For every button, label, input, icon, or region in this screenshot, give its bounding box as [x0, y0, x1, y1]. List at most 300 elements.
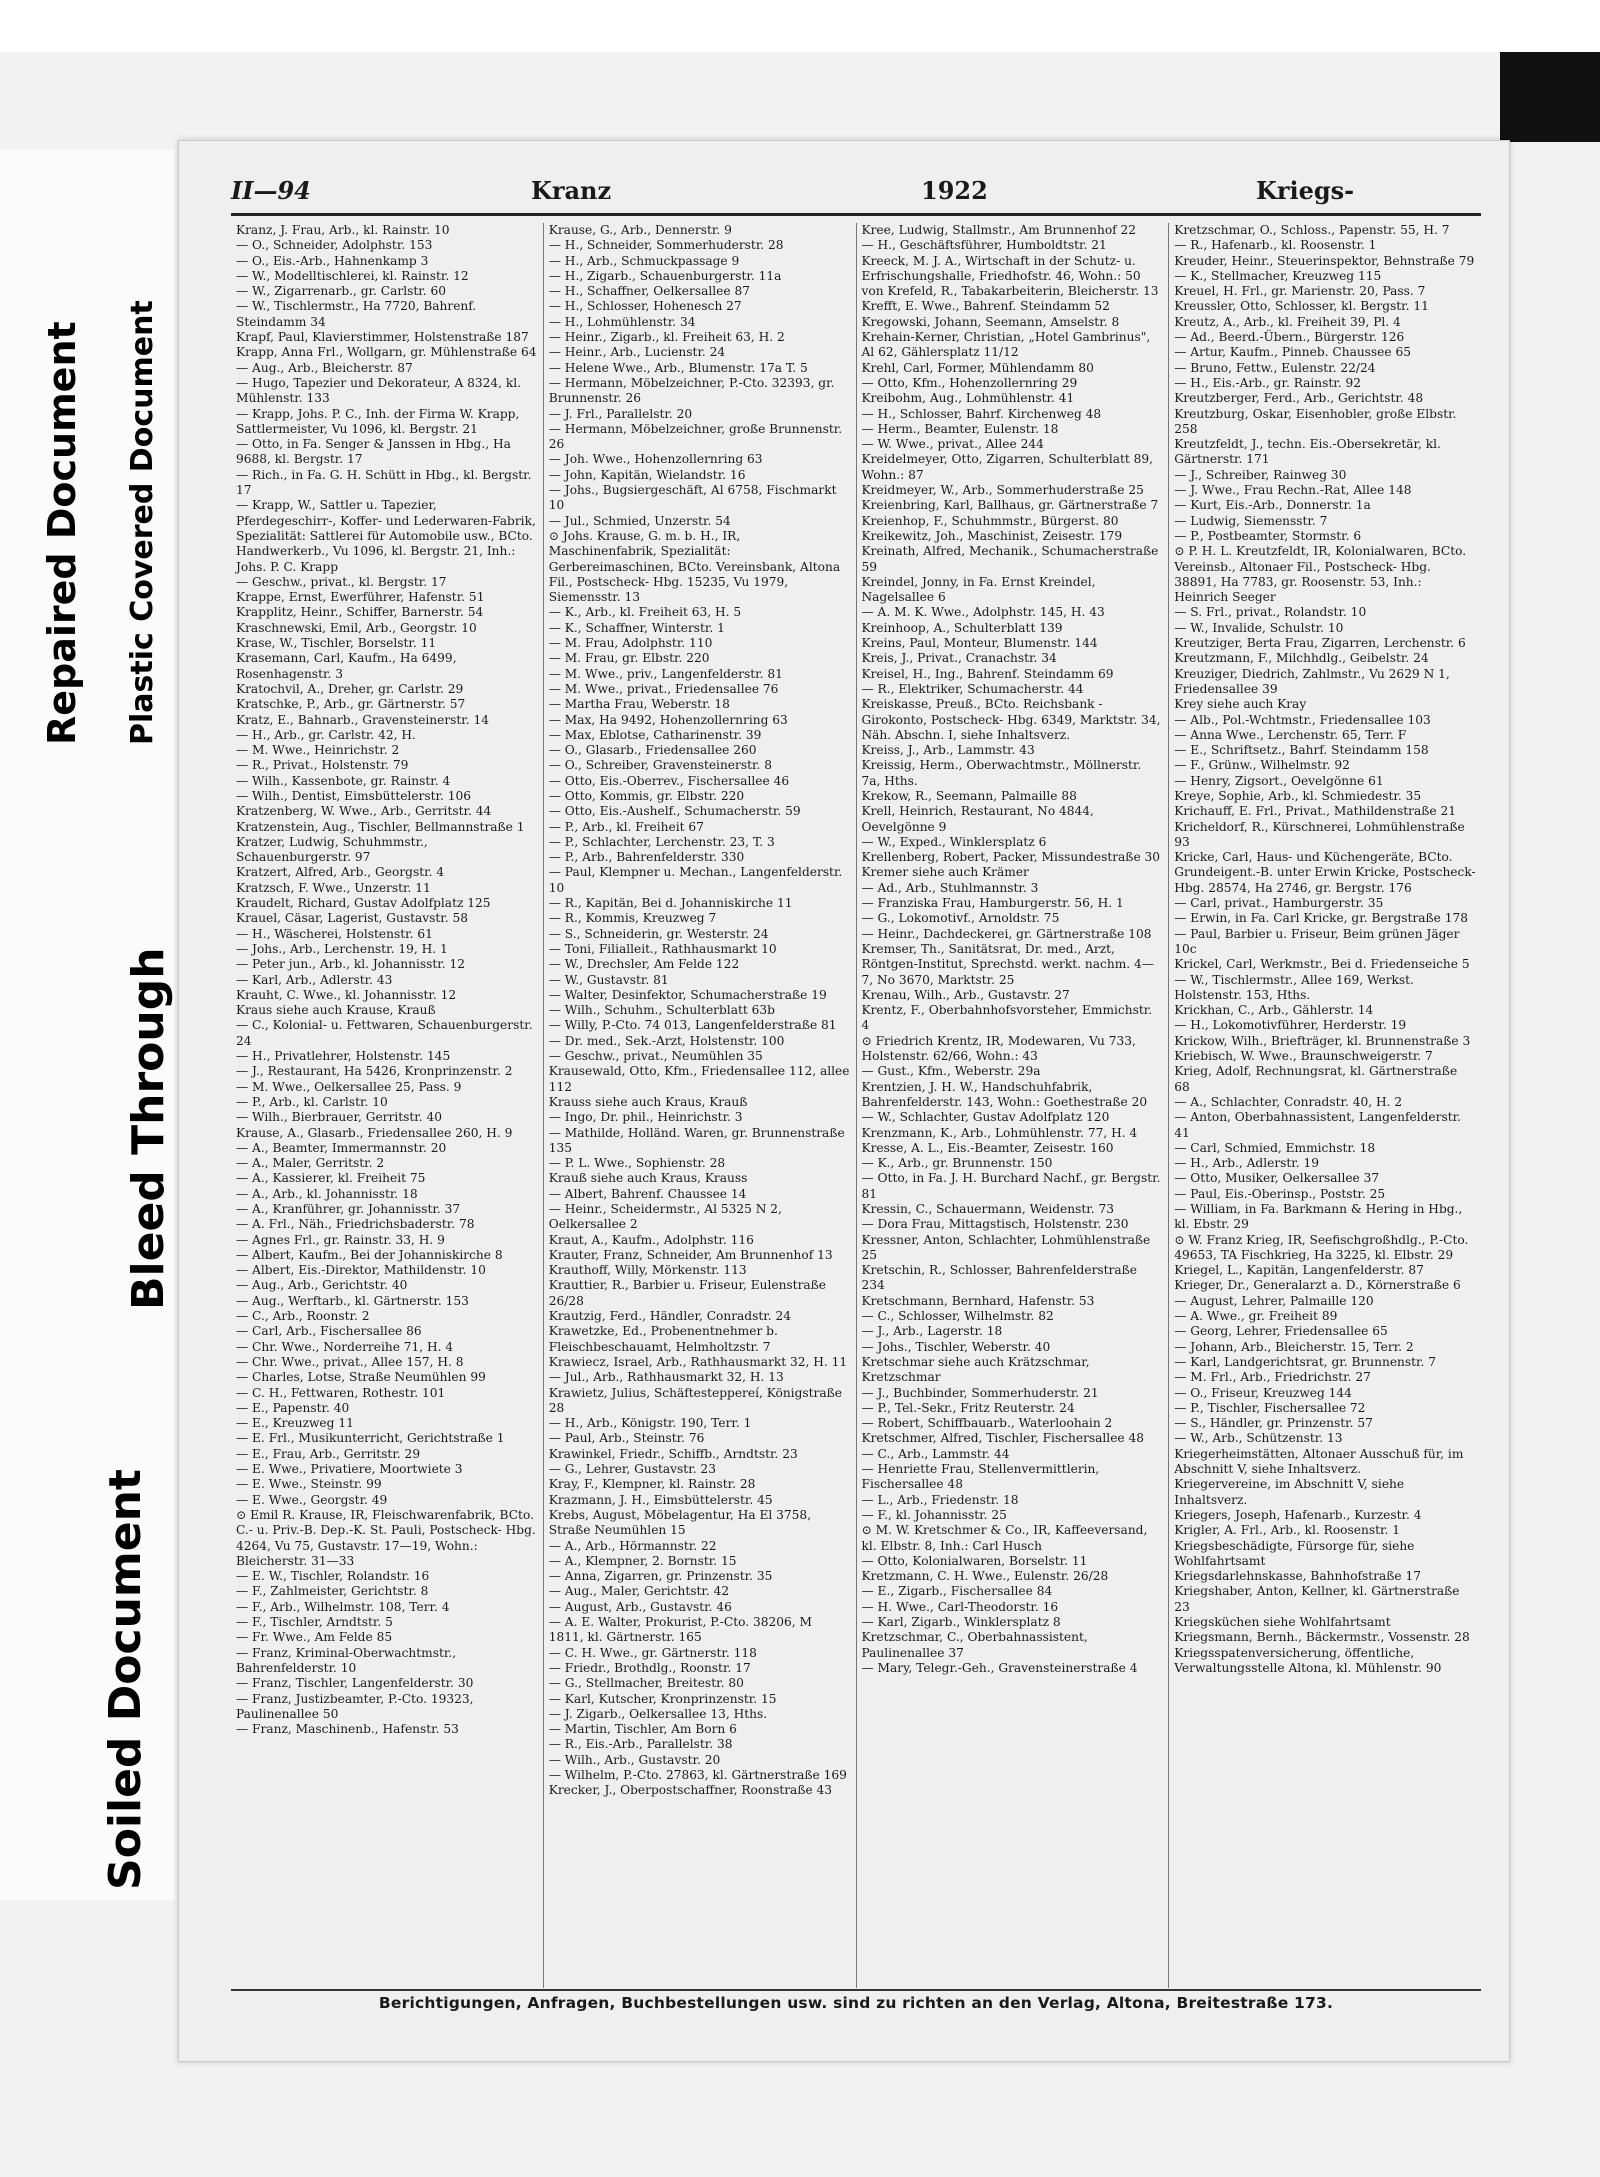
directory-entry: — Wilhelm, P.-Cto. 27863, kl. Gärtnerstraße 169 [548, 1767, 847, 1782]
directory-entry: — W., Drechsler, Am Felde 122 [548, 957, 740, 972]
directory-entry: — E., Frau, Arb., Gerritstr. 29 [236, 1446, 421, 1461]
directory-entry: Kreutzmann, F., Milchhdlg., Geibelstr. 24 [1174, 651, 1429, 666]
directory-entry: Krauß siehe auch Kraus, Krauss [548, 1171, 748, 1186]
directory-entry: — Henriette Frau, Stellenvermittlerin, Fischersallee 48 [861, 1462, 1100, 1492]
directory-entry: — Fr. Wwe., Am Felde 85 [236, 1630, 393, 1645]
label-plastic-covered: Plastic Covered Document [125, 300, 160, 745]
directory-entry: — Toni, Filialleit., Rathhausmarkt 10 [548, 941, 777, 956]
directory-entry: Krieg, Adolf, Rechnungsrat, kl. Gärtnerstraße 68 [1174, 1064, 1458, 1094]
column-1 [231, 223, 544, 1988]
directory-entry: ⊙ Johs. Krause, G. m. b. H., IR, Maschinenfabrik, Spezialität: Gerbereimaschinen, BCto. Vereinsbank, Altona Fil., Postscheck- Hbg. 15235, Vu 1979, Siemensstr. 13 [548, 528, 841, 605]
directory-entry: Krentzien, J. H. W., Handschuhfabrik, Bahrenfelderstr. 143, Wohn.: Goethestraße 20 [861, 1079, 1148, 1109]
directory-entry: Kreussler, Otto, Schlosser, kl. Bergstr. 11 [1174, 299, 1429, 314]
directory-entry: Krefft, E. Wwe., Bahrenf. Steindamm 52 [861, 299, 1110, 314]
directory-entry: — R., Elektriker, Schumacherstr. 44 [861, 681, 1084, 696]
directory-entry: — Krapp, W., Sattler u. Tapezier, Pferdegeschirr-, Koffer- und Lederwaren-Fabrik, Spezialität: Sattlerei für Automobile usw., BCto. Handwerkerb., Vu 1096, kl. Bergstr. 21, Inh.: Johs. P. C. Krapp [236, 498, 536, 574]
directory-entry: Krawiecz, Israel, Arb., Rathhausmarkt 32, H. 11 [548, 1354, 848, 1369]
directory-entry: Kremser, Th., Sanitätsrat, Dr. med., Arzt, Röntgen-Institut, Sprechstd. werkt. nachm. 4—7, No 3670, Marktstr. 25 [861, 941, 1154, 987]
directory-entry: — W., Modelltischlerei, kl. Rainstr. 12 [236, 268, 469, 283]
directory-entry: — Chr. Wwe., Norderreihe 71, H. 4 [236, 1339, 454, 1354]
directory-entry: Kretzschmar, C., Oberbahnassistent, Paulinenallee 37 [861, 1630, 1088, 1660]
directory-entry: — F., Tischler, Arndtstr. 5 [236, 1615, 393, 1630]
directory-entry: — A., Klempner, 2. Bornstr. 15 [548, 1553, 737, 1568]
directory-entry: Krapp, Anna Frl., Wollgarn, gr. Mühlenstraße 64 [236, 345, 537, 360]
directory-entry: — August, Arb., Gustavstr. 46 [548, 1599, 732, 1614]
directory-entry: — M. Frau, gr. Elbstr. 220 [548, 651, 710, 666]
directory-entry: — Kurt, Eis.-Arb., Donnerstr. 1a [1174, 498, 1371, 513]
directory-entry: — Max, Ha 9492, Hohenzollernring 63 [548, 712, 788, 727]
directory-entry: Krausewald, Otto, Kfm., Friedensallee 112, allee 112 [548, 1064, 850, 1094]
directory-entry: — Johs., Arb., Lerchenstr. 19, H. 1 [236, 941, 448, 956]
directory-entry: Krauel, Cäsar, Lagerist, Gustavstr. 58 [236, 911, 469, 926]
directory-entry: Kreisel, H., Ing., Bahrenf. Steindamm 69 [861, 666, 1114, 681]
directory-entry: Kreienbring, Karl, Ballhaus, gr. Gärtnerstraße 7 [861, 498, 1159, 513]
directory-entry: Kriegel, L., Kapitän, Langenfelderstr. 87 [1174, 1263, 1424, 1278]
directory-entry: — E., Zigarb., Fischersallee 84 [861, 1584, 1053, 1599]
directory-entry: — Willy, P.-Cto. 74 013, Langenfelderstraße 81 [548, 1018, 837, 1033]
directory-entry: Kretschmar siehe auch Krätzschmar, Kretzschmar [861, 1354, 1090, 1385]
directory-entry: Kretzschmar, O., Schloss., Papenstr. 55, H. 7 [1174, 223, 1450, 237]
directory-entry: — Heinr., Zigarb., kl. Freiheit 63, H. 2 [548, 330, 785, 345]
directory-entry: — F., Zahlmeister, Gerichtstr. 8 [236, 1584, 429, 1599]
directory-entry: — William, in Fa. Barkmann & Hering in Hbg., kl. Ebstr. 29 [1174, 1202, 1463, 1232]
directory-entry: — H., Wäscherei, Holstenstr. 61 [236, 926, 433, 941]
directory-entry: Kray, F., Klempner, kl. Rainstr. 28 [548, 1477, 756, 1492]
directory-entry: Kraut, A., Kaufm., Adolphstr. 116 [548, 1232, 754, 1247]
directory-entry: — E. Wwe., Privatiere, Moortwiete 3 [236, 1462, 463, 1477]
directory-entry: Krell, Heinrich, Restaurant, No 4844, Oevelgönne 9 [861, 804, 1094, 834]
directory-entry: — Jul., Schmied, Unzerstr. 54 [548, 513, 731, 528]
column-2 [544, 223, 857, 1988]
directory-entry: — A., Arb., Hörmannstr. 22 [548, 1538, 717, 1553]
directory-entry: — Dora Frau, Mittagstisch, Holstenstr. 230 [861, 1217, 1129, 1232]
directory-entry: Kraschnewski, Emil, Arb., Georgstr. 10 [236, 620, 477, 635]
directory-entry: — Max, Eblotse, Catharinenstr. 39 [548, 727, 762, 742]
directory-entry: Kratochvil, A., Dreher, gr. Carlstr. 29 [236, 681, 464, 696]
directory-entry: ⊙ Friedrich Krentz, IR, Modewaren, Vu 733, Holstenstr. 62/66, Wohn.: 43 [861, 1033, 1136, 1064]
directory-entry: — W., Arb., Schützenstr. 13 [1174, 1431, 1343, 1446]
directory-entry: — H., Geschäftsführer, Humboldtstr. 21 [861, 238, 1107, 253]
directory-entry: — John, Kapitän, Wielandstr. 16 [548, 467, 746, 482]
directory-entry: — H. Wwe., Carl-Theodorstr. 16 [861, 1599, 1059, 1614]
directory-entry: — M. Wwe., priv., Langenfelderstr. 81 [548, 666, 783, 681]
directory-entry: Krauttier, R., Barbier u. Friseur, Eulenstraße 26/28 [548, 1278, 827, 1308]
directory-entry: Kreiskasse, Preuß., BCto. Reichsbank - Girokonto, Postscheck- Hbg. 6349, Marktstr. 34, Näh. Abschn. I, siehe Inhaltsverz. [861, 697, 1161, 742]
directory-entry: ⊙ Emil R. Krause, IR, Fleischwarenfabrik, BCto. C.- u. Priv.-B. Dep.-K. St. Pauli, Postscheck- Hbg. 4264, Vu 75, Gustavstr. 17—19, Wohn.: Bleicherstr. 31—33 [236, 1507, 536, 1568]
directory-entry: Kriegshaber, Anton, Kellner, kl. Gärtnerstraße 23 [1174, 1584, 1460, 1614]
directory-entry: — O., Friseur, Kreuzweg 144 [1174, 1385, 1352, 1400]
directory-entry: — F., Arb., Wilhelmstr. 108, Terr. 4 [236, 1599, 450, 1614]
directory-entry: Kretzmann, C. H. Wwe., Eulenstr. 26/28 [861, 1569, 1109, 1584]
directory-entry: — Albert, Bahrenf. Chaussee 14 [548, 1186, 747, 1201]
directory-entry: — Chr. Wwe., privat., Allee 157, H. 8 [236, 1354, 464, 1369]
directory-entry: — H., Schlosser, Bahrf. Kirchenweg 48 [861, 406, 1102, 421]
directory-entry: — Friedr., Brothdlg., Roonstr. 17 [548, 1660, 751, 1675]
directory-entry: — Otto, Kommis, gr. Elbstr. 220 [548, 788, 745, 803]
directory-entry: — Wilh., Schuhm., Schulterblatt 63b [548, 1003, 775, 1018]
label-repaired: Repaired Document [40, 321, 84, 745]
directory-entry: ⊙ M. W. Kretschmer & Co., IR, Kaffeeversand, kl. Elbstr. 8, Inh.: Carl Husch [861, 1523, 1148, 1553]
directory-entry: Kree, Ludwig, Stallmstr., Am Brunnenhof 22 [861, 223, 1137, 237]
directory-entry: — E. Wwe., Georgstr. 49 [236, 1492, 388, 1507]
directory-entry: — A., Arb., kl. Johannisstr. 18 [236, 1186, 418, 1201]
directory-entry: — Ad., Arb., Stuhlmannstr. 3 [861, 880, 1039, 895]
directory-entry: — G., Lokomotivf., Arnoldstr. 75 [861, 911, 1060, 926]
directory-entry: Kreidelmeyer, Otto, Zigarren, Schulterblatt 89, Wohn.: 87 [861, 452, 1154, 482]
directory-entry: Kratz, E., Bahnarb., Gravensteinerstr. 14 [236, 712, 490, 727]
page-header [231, 176, 1481, 216]
directory-entry: — Franz, Tischler, Langenfelderstr. 30 [236, 1676, 474, 1691]
directory-entry: — Walter, Desinfektor, Schumacherstraße 19 [548, 987, 827, 1002]
directory-entry: — Johann, Arb., Bleicherstr. 15, Terr. 2 [1174, 1339, 1414, 1354]
directory-entry: — Albert, Eis.-Direktor, Mathildenstr. 10 [236, 1263, 486, 1278]
directory-entry: — Anton, Oberbahnassistent, Langenfelderstr. 41 [1174, 1110, 1461, 1140]
directory-entry: — Karl, Arb., Adlerstr. 43 [236, 972, 393, 987]
directory-entry: Kresse, A. L., Eis.-Beamter, Zeisestr. 160 [861, 1140, 1114, 1155]
directory-entry: Kraudelt, Richard, Gustav Adolfplatz 125 [236, 896, 491, 911]
directory-entry: — J., Restaurant, Ha 5426, Kronprinzenstr. 2 [236, 1064, 513, 1079]
directory-entry: — A., Schlachter, Conradstr. 40, H. 2 [1174, 1094, 1403, 1109]
directory-entry: Kreissig, Herm., Oberwachtmstr., Möllnerstr. 7a, Hths. [861, 758, 1142, 788]
directory-entry: Krieger, Dr., Generalarzt a. D., Körnerstraße 6 [1174, 1278, 1461, 1293]
directory-entry: — H., Zigarb., Schauenburgerstr. 11a [548, 268, 782, 283]
directory-entry: — W., Exped., Winklersplatz 6 [861, 834, 1047, 849]
directory-entry: — Aug., Arb., Bleicherstr. 87 [236, 360, 413, 375]
directory-entry: — W., Gustavstr. 81 [548, 972, 669, 987]
directory-entry: — G., Stellmacher, Breitestr. 80 [548, 1676, 744, 1691]
publisher-notice: Berichtigungen, Anfragen, Buchbestellungen usw. sind zu richten an den Verlag, Altona, Breitestraße 173. [378, 1994, 1334, 2012]
document-condition-labels [0, 150, 175, 1900]
directory-entry: — A., Kassierer, kl. Freiheit 75 [236, 1171, 426, 1186]
directory-entry: — Anna, Zigarren, gr. Prinzenstr. 35 [548, 1569, 773, 1584]
directory-entry: — P., Arb., Bahrenfelderstr. 330 [548, 850, 745, 865]
directory-entry: — W., Zigarrenarb., gr. Carlstr. 60 [236, 284, 446, 299]
directory-entry: — P., Tel.-Sekr., Fritz Reuterstr. 24 [861, 1400, 1075, 1415]
directory-entry: — Johs., Bugsiergeschäft, Al 6758, Fischmarkt 10 [548, 483, 837, 513]
directory-entry: — H., Arb., gr. Carlstr. 42, H. [236, 727, 416, 742]
directory-entry: — C., Schlosser, Wilhelmstr. 82 [861, 1309, 1054, 1324]
directory-entry: — R., Privat., Holstenstr. 79 [236, 758, 409, 773]
directory-entry: Kreutzberger, Ferd., Arb., Gerichtstr. 48 [1174, 391, 1424, 406]
directory-entry: Kreienhop, F., Schuhmmstr., Bürgerst. 80 [861, 513, 1119, 528]
directory-entry: — C. H. Wwe., gr. Gärtnerstr. 118 [548, 1645, 757, 1660]
directory-entry: von Krefeld, R., Tabakarbeiterin, Bleicherstr. 13 [861, 284, 1159, 299]
directory-entry: — Aug., Arb., Gerichtstr. 40 [236, 1278, 408, 1293]
directory-entry: Kreibohm, Aug., Lohmühlenstr. 41 [861, 391, 1075, 406]
directory-entry: — Ludwig, Siemensstr. 7 [1174, 513, 1328, 528]
directory-entry: Kriegsküchen siehe Wohlfahrtsamt [1174, 1615, 1391, 1630]
directory-entry: — R., Kommis, Kreuzweg 7 [548, 911, 717, 926]
directory-entry: — H., Schneider, Sommerhuderstr. 28 [548, 238, 784, 253]
directory-entry: — A. M. K. Wwe., Adolphstr. 145, H. 43 [861, 605, 1105, 620]
directory-entry: — Karl, Landgerichtsrat, gr. Brunnenstr. 7 [1174, 1354, 1437, 1369]
directory-entry: — Heinr., Scheidermstr., Al 5325 N 2, Oelkersallee 2 [548, 1202, 782, 1232]
directory-entry: Krickel, Carl, Werkmstr., Bei d. Friedenseiche 5 [1174, 957, 1470, 972]
directory-entry: — Geschw., privat., kl. Bergstr. 17 [236, 574, 447, 589]
directory-entry: — Otto, Eis.-Aushelf., Schumacherstr. 59 [548, 804, 801, 819]
directory-entry: — P. L. Wwe., Sophienstr. 28 [548, 1156, 726, 1171]
directory-entry: — Rich., in Fa. G. H. Schütt in Hbg., kl. Bergstr. 17 [236, 467, 532, 498]
directory-entry: Krazmann, J. H., Eimsbüttelerstr. 45 [548, 1492, 773, 1507]
directory-entry: — O., Schreiber, Gravensteinerstr. 8 [548, 758, 772, 773]
directory-entry: — Hermann, Möbelzeichner, große Brunnenstr. 26 [548, 421, 843, 452]
directory-entry: — Hermann, Möbelzeichner, P.-Cto. 32393, gr. Brunnenstr. 26 [548, 375, 835, 406]
directory-entry: Kreinhoop, A., Schulterblatt 139 [861, 620, 1063, 635]
directory-entry: — Wilh., Kassenbote, gr. Rainstr. 4 [236, 773, 451, 788]
directory-entry: — Georg, Lehrer, Friedensallee 65 [1174, 1324, 1388, 1339]
directory-entry: Krauter, Franz, Schneider, Am Brunnenhof 13 [548, 1247, 833, 1262]
directory-entry: — M. Wwe., Oelkersallee 25, Pass. 9 [236, 1079, 462, 1094]
scan-top-margin [0, 0, 1600, 52]
directory-entry: — R., Eis.-Arb., Parallelstr. 38 [548, 1737, 733, 1752]
directory-entry: — Wilh., Dentist, Eimsbüttelerstr. 106 [236, 788, 472, 803]
directory-entry: Kriebisch, W. Wwe., Braunschweigerstr. 7 [1174, 1049, 1433, 1064]
directory-entry: Kreutzburg, Oskar, Eisenhobler, große Elbstr. 258 [1174, 406, 1457, 436]
directory-entry: — Albert, Kaufm., Bei der Johanniskirche 8 [236, 1247, 503, 1262]
directory-entry: — Agnes Frl., gr. Rainstr. 33, H. 9 [236, 1232, 445, 1247]
directory-entry: — Artur, Kaufm., Pinneb. Chaussee 65 [1174, 345, 1411, 360]
directory-entry: Krause, G., Arb., Dennerstr. 9 [548, 223, 732, 237]
directory-entry: Kreutz, A., Arb., kl. Freiheit 39, Pl. 4 [1174, 314, 1401, 329]
directory-entry: Kreins, Paul, Monteur, Blumenstr. 144 [861, 636, 1098, 651]
directory-entry: Krekow, R., Seemann, Palmaille 88 [861, 788, 1077, 803]
directory-entry: — J. Zigarb., Oelkersallee 13, Hths. [548, 1706, 768, 1721]
column-3 [857, 223, 1170, 1988]
directory-entry: — Franz, Kriminal-Oberwachtmstr., Bahrenfelderstr. 10 [236, 1645, 457, 1675]
directory-entry: — Karl, Zigarb., Winklersplatz 8 [861, 1615, 1061, 1630]
directory-entry: — Karl, Kutscher, Kronprinzenstr. 15 [548, 1691, 777, 1706]
directory-entry: — J., Schreiber, Rainweg 30 [1174, 467, 1347, 482]
directory-entry: — A., Maler, Gerritstr. 2 [236, 1156, 385, 1171]
directory-entry: — W., Tischlermstr., Ha 7720, Bahrenf. Steindamm 34 [236, 299, 477, 329]
directory-entry: — Ad., Beerd.-Übern., Bürgerstr. 126 [1174, 330, 1405, 345]
directory-entry: — Ingo, Dr. phil., Heinrichstr. 3 [548, 1110, 743, 1125]
header-right-word: Kriegs- [1256, 176, 1355, 205]
directory-entry: Kreuder, Heinr., Steuerinspektor, Behnstraße 79 [1174, 253, 1475, 268]
directory-entry: Kriegsmann, Bernh., Bäckermstr., Vossenstr. 28 [1174, 1630, 1470, 1645]
directory-entry: — Krapp, Johs. P. C., Inh. der Firma W. Krapp, Sattlermeister, Vu 1096, kl. Bergstr. 21 [236, 406, 520, 436]
directory-entry: — E., Papenstr. 40 [236, 1400, 350, 1415]
directory-entry: Krickow, Wilh., Briefträger, kl. Brunnenstraße 3 [1174, 1033, 1471, 1048]
directory-entry: — O., Schneider, Adolphstr. 153 [236, 238, 433, 253]
label-bleed-through: Bleed Through [123, 947, 174, 1310]
directory-entry: Kriegers, Joseph, Hafenarb., Kurzestr. 4 [1174, 1507, 1422, 1522]
directory-entry: — S. Frl., privat., Rolandstr. 10 [1174, 605, 1367, 620]
directory-entry: — Otto, in Fa. J. H. Burchard Nachf., gr. Bergstr. 81 [861, 1171, 1161, 1201]
directory-entry: — J. Frl., Parallelstr. 20 [548, 406, 693, 421]
directory-entry: — Bruno, Fettw., Eulenstr. 22/24 [1174, 360, 1376, 375]
header-rule [231, 213, 1481, 216]
directory-entry: Krawinkel, Friedr., Schiffb., Arndtstr. 23 [548, 1446, 798, 1461]
directory-entry: ⊙ P. H. L. Kreutzfeldt, IR, Kolonialwaren, BCto. Vereinsb., Altonaer Fil., Postscheck- Hbg. 38891, Ha 7783, gr. Roosenstr. 53, Inh.: Heinrich Seeger [1174, 544, 1467, 605]
directory-entry: — Robert, Schiffbauarb., Waterloohain 2 [861, 1416, 1113, 1431]
directory-entry: Kressner, Anton, Schlachter, Lohmühlenstraße 25 [861, 1232, 1151, 1262]
directory-entry: Krellenberg, Robert, Packer, Missundestraße 30 [861, 850, 1161, 865]
directory-entry: — Herm., Beamter, Eulenstr. 18 [861, 421, 1059, 436]
directory-entry: — Carl, Arb., Fischersallee 86 [236, 1324, 422, 1339]
directory-entry: Krapplitz, Heinr., Schiffer, Barnerstr. 54 [236, 605, 484, 620]
directory-entry: — M. Wwe., privat., Friedensallee 76 [548, 681, 779, 696]
directory-entry: Krauss siehe auch Kraus, Krauß [548, 1094, 748, 1109]
directory-entry: — H., Lohmühlenstr. 34 [548, 314, 696, 329]
directory-entry: — Heinr., Dachdeckerei, gr. Gärtnerstraße 108 [861, 926, 1152, 941]
directory-entry: ⊙ W. Franz Krieg, IR, Seefischgroßhdlg., P.-Cto. 49653, TA Fischkrieg, Ha 3225, kl. Elbstr. 29 [1174, 1232, 1469, 1262]
footer-rule [231, 1989, 1481, 1991]
directory-entry: — E., Kreuzweg 11 [236, 1416, 354, 1431]
directory-entry: — C., Arb., Roonstr. 2 [236, 1309, 370, 1324]
directory-entry: Kreutzfeldt, J., techn. Eis.-Obersekretär, kl. Gärtnerstr. 171 [1174, 437, 1441, 467]
page-number: II—94 [231, 176, 311, 205]
directory-entry: Kreinath, Alfred, Mechanik., Schumacherstraße 59 [861, 544, 1159, 574]
column-4 [1169, 223, 1481, 1988]
directory-entry: — W., Schlachter, Gustav Adolfplatz 120 [861, 1110, 1110, 1125]
directory-entry: — Carl, Schmied, Emmichstr. 18 [1174, 1140, 1376, 1155]
directory-entry: — J., Arb., Lagerstr. 18 [861, 1324, 1003, 1339]
directory-entry: — E., Schriftsetz., Bahrf. Steindamm 158 [1174, 743, 1429, 758]
directory-entry: — H., Arb., Schmuckpassage 9 [548, 253, 740, 268]
directory-entry: — Otto, Kolonialwaren, Borselstr. 11 [861, 1553, 1088, 1568]
directory-entry: Kratzenstein, Aug., Tischler, Bellmannstraße 1 [236, 819, 525, 834]
directory-entry: Krapf, Paul, Klavierstimmer, Holstenstraße 187 [236, 330, 529, 345]
directory-entry: — Helene Wwe., Arb., Blumenstr. 17a T. 5 [548, 360, 808, 375]
directory-entry: Krauht, C. Wwe., kl. Johannisstr. 12 [236, 987, 457, 1002]
directory-entry: Krawietz, Julius, Schäftesteppereí, Königstraße 28 [548, 1385, 842, 1415]
directory-entry: Kremer siehe auch Krämer [861, 865, 1029, 880]
directory-entry: — Martin, Tischler, Am Born 6 [548, 1722, 737, 1737]
directory-entry: — F., Grünw., Wilhelmstr. 92 [1174, 758, 1350, 773]
directory-entry: — Paul, Klempner u. Mechan., Langenfelderstr. 10 [548, 865, 843, 895]
directory-entry: Kreiss, J., Arb., Lammstr. 43 [861, 743, 1035, 758]
directory-entry: — Wilh., Bierbrauer, Gerritstr. 40 [236, 1110, 443, 1125]
directory-entry: — H., Lokomotivführer, Herderstr. 19 [1174, 1018, 1407, 1033]
directory-entry: — K., Stellmacher, Kreuzweg 115 [1174, 268, 1382, 283]
directory-entry: — Mary, Telegr.-Geh., Gravensteinerstraße 4 [861, 1660, 1138, 1675]
directory-entry: — S., Schneiderin, gr. Westerstr. 24 [548, 926, 769, 941]
directory-entry: Kretschmann, Bernhard, Hafenstr. 53 [861, 1293, 1095, 1308]
directory-entry: — Paul, Barbier u. Friseur, Beim grünen Jäger 10c [1174, 926, 1460, 956]
directory-entry: — Paul, Eis.-Oberinsp., Poststr. 25 [1174, 1186, 1386, 1201]
directory-entry: — Jul., Arb., Rathhausmarkt 32, H. 13 [548, 1370, 784, 1385]
directory-entry: Krecker, J., Oberpostschaffner, Roonstraße 43 [548, 1783, 833, 1798]
directory-entry: — Henry, Zigsort., Oevelgönne 61 [1174, 773, 1384, 788]
directory-entry: — R., Hafenarb., kl. Roosenstr. 1 [1174, 238, 1377, 253]
directory-entry: Kreutziger, Berta Frau, Zigarren, Lerchenstr. 6 [1174, 636, 1466, 651]
directory-entry: Kreindel, Jonny, in Fa. Ernst Kreindel, Nagelsallee 6 [861, 574, 1096, 605]
directory-columns [231, 223, 1481, 1988]
directory-entry: Kratzer, Ludwig, Schuhmmstr., Schauenburgerstr. 97 [236, 834, 428, 865]
directory-entry: — Aug., Maler, Gerichtstr. 42 [548, 1584, 730, 1599]
directory-entry: — Erwin, in Fa. Carl Kricke, gr. Bergstraße 178 [1174, 911, 1468, 926]
directory-page [178, 140, 1510, 2062]
directory-entry: Kretschin, R., Schlosser, Bahrenfelderstraße 234 [861, 1263, 1137, 1293]
header-year: 1922 [921, 176, 988, 205]
scanner-edge [1500, 52, 1600, 142]
directory-entry: — M. Frl., Arb., Friedrichstr. 27 [1174, 1370, 1371, 1385]
directory-entry: Kregowski, Johann, Seemann, Amselstr. 8 [861, 314, 1120, 329]
directory-entry: — Heinr., Arb., Lucienstr. 24 [548, 345, 726, 360]
directory-entry: — M. Frau, Adolphstr. 110 [548, 636, 713, 651]
directory-entry: Kretschmer, Alfred, Tischler, Fischersallee 48 [861, 1431, 1145, 1446]
directory-entry: — August, Lehrer, Palmaille 120 [1174, 1293, 1374, 1308]
directory-entry: — Charles, Lotse, Straße Neumühlen 99 [236, 1370, 486, 1385]
directory-entry: — C., Kolonial- u. Fettwaren, Schauenburgerstr. 24 [236, 1018, 533, 1048]
directory-entry: — H., Schlosser, Hohenesch 27 [548, 299, 742, 314]
directory-entry: Krappe, Ernst, Ewerführer, Hafenstr. 51 [236, 590, 485, 605]
directory-entry: — S., Händler, gr. Prinzenstr. 57 [1174, 1416, 1373, 1431]
directory-entry: — M. Wwe., Heinrichstr. 2 [236, 743, 400, 758]
label-soiled: Soiled Document [100, 1469, 151, 1890]
directory-entry: Kriegerheimstätten, Altonaer Ausschuß für, im Abschnitt V, siehe Inhaltsverz. [1174, 1446, 1464, 1477]
directory-entry: — A., Beamter, Immermannstr. 20 [236, 1140, 447, 1155]
directory-entry: — F., kl. Johannisstr. 25 [861, 1507, 1007, 1522]
directory-entry: — Hugo, Tapezier und Dekorateur, A 8324, kl. Mühlenstr. 133 [236, 375, 522, 406]
directory-entry: Kratzenberg, W. Wwe., Arb., Gerritstr. 44 [236, 804, 492, 819]
directory-entry: Krentz, F., Oberbahnhofsvorsteher, Emmichstr. 4 [861, 1003, 1153, 1033]
directory-entry: Kreeck, M. J. A., Wirtschaft in der Schutz- u. Erfrischungshalle, Friedhofstr. 46, Wohn.: 50 [861, 253, 1141, 283]
directory-entry: — W., Invalide, Schulstr. 10 [1174, 620, 1344, 635]
directory-entry: — G., Lehrer, Gustavstr. 23 [548, 1462, 716, 1477]
directory-entry: — Gust., Kfm., Weberstr. 29a [861, 1064, 1041, 1079]
directory-entry: Kreuziger, Diedrich, Zahlmstr., Vu 2629 N 1, Friedensallee 39 [1174, 666, 1450, 696]
directory-entry: — Joh. Wwe., Hohenzollernring 63 [548, 452, 763, 467]
directory-entry: Kriegsdarlehnskasse, Bahnhofstraße 17 [1174, 1569, 1422, 1584]
directory-entry: Kricke, Carl, Haus- und Küchengeräte, BCto. Grundeigent.-B. unter Erwin Kricke, Postscheck- Hbg. 28574, Ha 2746, gr. Bergstr. 176 [1174, 850, 1476, 895]
directory-entry: Krey siehe auch Kray [1174, 697, 1307, 712]
directory-entry: — Otto, Eis.-Oberrev., Fischersallee 46 [548, 773, 790, 788]
directory-entry: — Carl, privat., Hamburgerstr. 35 [1174, 896, 1384, 911]
directory-entry: — W. Wwe., privat., Allee 244 [861, 437, 1044, 452]
directory-entry: Krichauff, E. Frl., Privat., Mathildenstraße 21 [1174, 804, 1457, 819]
directory-entry: Krehl, Carl, Former, Mühlendamm 80 [861, 360, 1094, 375]
directory-entry: — E. Frl., Musikunterricht, Gerichtstraße 1 [236, 1431, 505, 1446]
directory-entry: — J., Buchbinder, Sommerhuderstr. 21 [861, 1385, 1099, 1400]
directory-entry: Kreye, Sophie, Arb., kl. Schmiedestr. 35 [1174, 788, 1422, 803]
directory-entry: — P., Postbeamter, Stormstr. 6 [1174, 528, 1362, 543]
directory-entry: — A. E. Walter, Prokurist, P.-Cto. 38206, M 1811, kl. Gärtnerstr. 165 [548, 1615, 813, 1645]
directory-entry: Krickhan, C., Arb., Gählerstr. 14 [1174, 1003, 1374, 1018]
directory-entry: — Paul, Arb., Steinstr. 76 [548, 1431, 705, 1446]
directory-entry: — Peter jun., Arb., kl. Johannisstr. 12 [236, 957, 466, 972]
directory-entry: — K., Schaffner, Winterstr. 1 [548, 620, 725, 635]
directory-entry: Krasemann, Carl, Kaufm., Ha 6499, Rosenhagenstr. 3 [236, 651, 457, 681]
directory-entry: — A. Frl., Näh., Friedrichsbaderstr. 78 [236, 1217, 475, 1232]
directory-entry: Krenau, Wilh., Arb., Gustavstr. 27 [861, 987, 1070, 1002]
directory-entry: Kratschke, P., Arb., gr. Gärtnerstr. 57 [236, 697, 466, 712]
directory-entry: Kriegsbeschädigte, Fürsorge für, siehe Wohlfahrtsamt [1174, 1538, 1415, 1568]
directory-entry: — Dr. med., Sek.-Arzt, Holstenstr. 100 [548, 1033, 785, 1048]
header-left-word: Kranz [531, 176, 612, 205]
directory-entry: — E. Wwe., Steinstr. 99 [236, 1477, 382, 1492]
directory-entry: — K., Arb., kl. Freiheit 63, H. 5 [548, 605, 742, 620]
directory-entry: — H., Arb., Königstr. 190, Terr. 1 [548, 1416, 752, 1431]
directory-entry: Krehain-Kerner, Christian, „Hotel Gambrinus", Al 62, Gählersplatz 11/12 [861, 330, 1151, 360]
directory-entry: — Otto, in Fa. Senger & Janssen in Hbg., Ha 9688, kl. Bergstr. 17 [236, 437, 511, 467]
directory-entry: Kreikewitz, Joh., Maschinist, Zeisestr. 179 [861, 528, 1123, 543]
directory-entry: Krebs, August, Möbelagentur, Ha El 3758, Straße Neumühlen 15 [548, 1507, 812, 1538]
directory-entry: — Otto, Kfm., Hohenzollernring 29 [861, 375, 1078, 390]
directory-entry: — Franziska Frau, Hamburgerstr. 56, H. 1 [861, 896, 1124, 911]
directory-entry: Krenzmann, K., Arb., Lohmühlenstr. 77, H. 4 [861, 1125, 1138, 1140]
directory-entry: — Mathilde, Holländ. Waren, gr. Brunnenstraße 135 [548, 1125, 845, 1155]
directory-entry: — C. H., Fettwaren, Rothestr. 101 [236, 1385, 446, 1400]
directory-entry: — Geschw., privat., Neumühlen 35 [548, 1049, 763, 1064]
directory-entry: Krautzig, Ferd., Händler, Conradstr. 24 [548, 1309, 792, 1324]
directory-entry: — Johs., Tischler, Weberstr. 40 [861, 1339, 1051, 1354]
directory-entry: — Franz, Maschinenb., Hafenstr. 53 [236, 1722, 459, 1737]
directory-entry: — H., Schaffner, Oelkersallee 87 [548, 284, 750, 299]
directory-entry: — Alb., Pol.-Wchtmstr., Friedensallee 103 [1174, 712, 1431, 727]
directory-entry: Kressin, C., Schauermann, Weidenstr. 73 [861, 1202, 1115, 1216]
